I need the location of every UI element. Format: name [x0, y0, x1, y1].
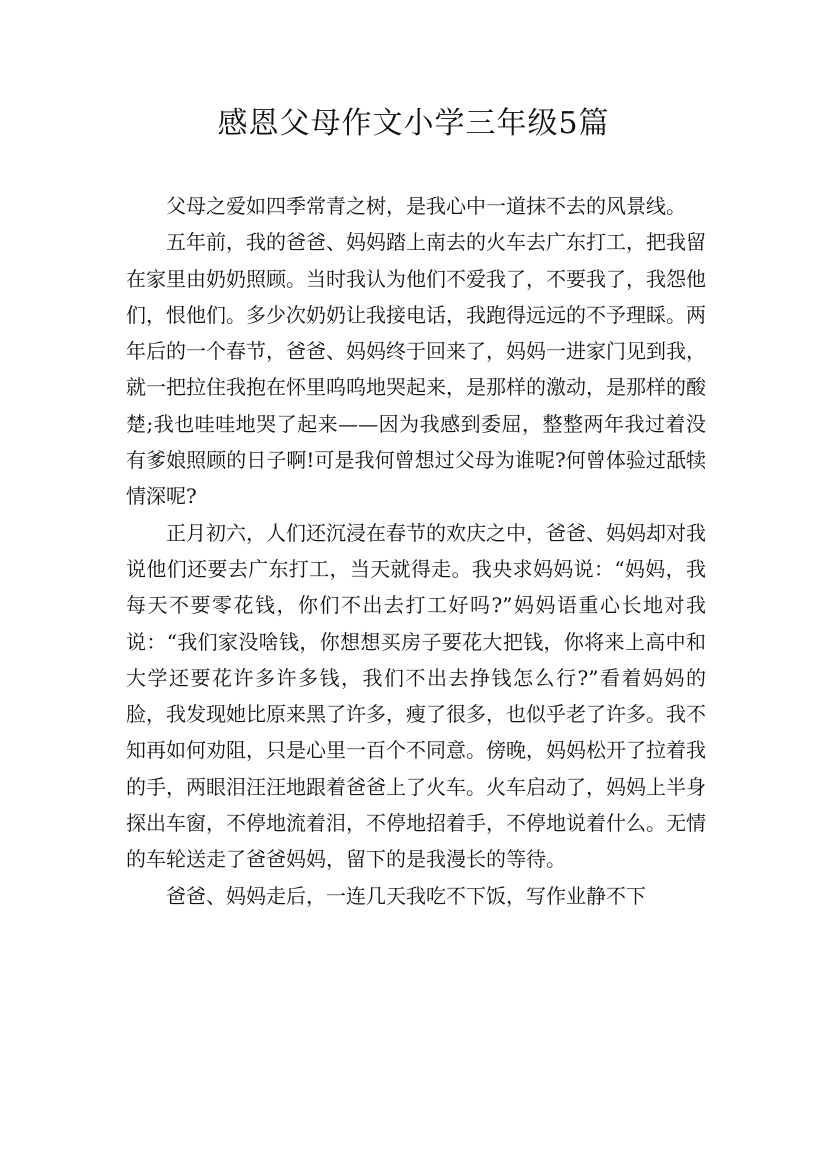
document-body	[126, 188, 706, 914]
paragraph-4: 爸爸、妈妈走后，一连几天我吃不下饭，写作业静不下	[166, 883, 646, 908]
paragraph-2: 五年前，我的爸爸、妈妈踏上南去的火车去广东打工，把我留在家里由奶奶照顾。当时我认为他们不爱我了，不要我了，我怨他们，恨他们。多少次奶奶让我接电话，我跑得远远的不予理睬。两年后的一个春节，爸爸、妈妈终于回来了，妈妈一进家门见到我，就一把拉住我抱在怀里呜呜地哭起来，是那样的激动，是那样的酸楚;我也哇哇地哭了起来——因为我感到委屈，整整两年我过着没有爹娘照顾的日子啊!可是我何曾想过父母为谁呢?何曾体验过舐犊情深呢?	[126, 230, 706, 509]
paragraph-3: 正月初六，人们还沉浸在春节的欢庆之中，爸爸、妈妈却对我说他们还要去广东打工，当天就得走。我央求妈妈说：“妈妈，我每天不要零花钱，你们不出去打工好吗?”妈妈语重心长地对我说：“我们家没啥钱，你想想买房子要花大把钱，你将来上高中和大学还要花许多许多钱，我们不出去挣钱怎么行?”看着妈妈的脸，我发现她比原来黑了许多，瘦了很多，也似乎老了许多。我不知再如何劝阻，只是心里一百个不同意。傍晚，妈妈松开了拉着我的手，两眼泪汪汪地跟着爸爸上了火车。火车启动了，妈妈上半身探出车窗，不停地流着泪，不停地招着手，不停地说着什么。无情的车轮送走了爸爸妈妈，留下的是我漫长的等待。	[126, 520, 706, 872]
document-title: 感恩父母作文小学三年级5篇	[217, 106, 610, 141]
paragraph-1: 父母之爱如四季常青之树，是我心中一道抹不去的风景线。	[166, 194, 686, 218]
